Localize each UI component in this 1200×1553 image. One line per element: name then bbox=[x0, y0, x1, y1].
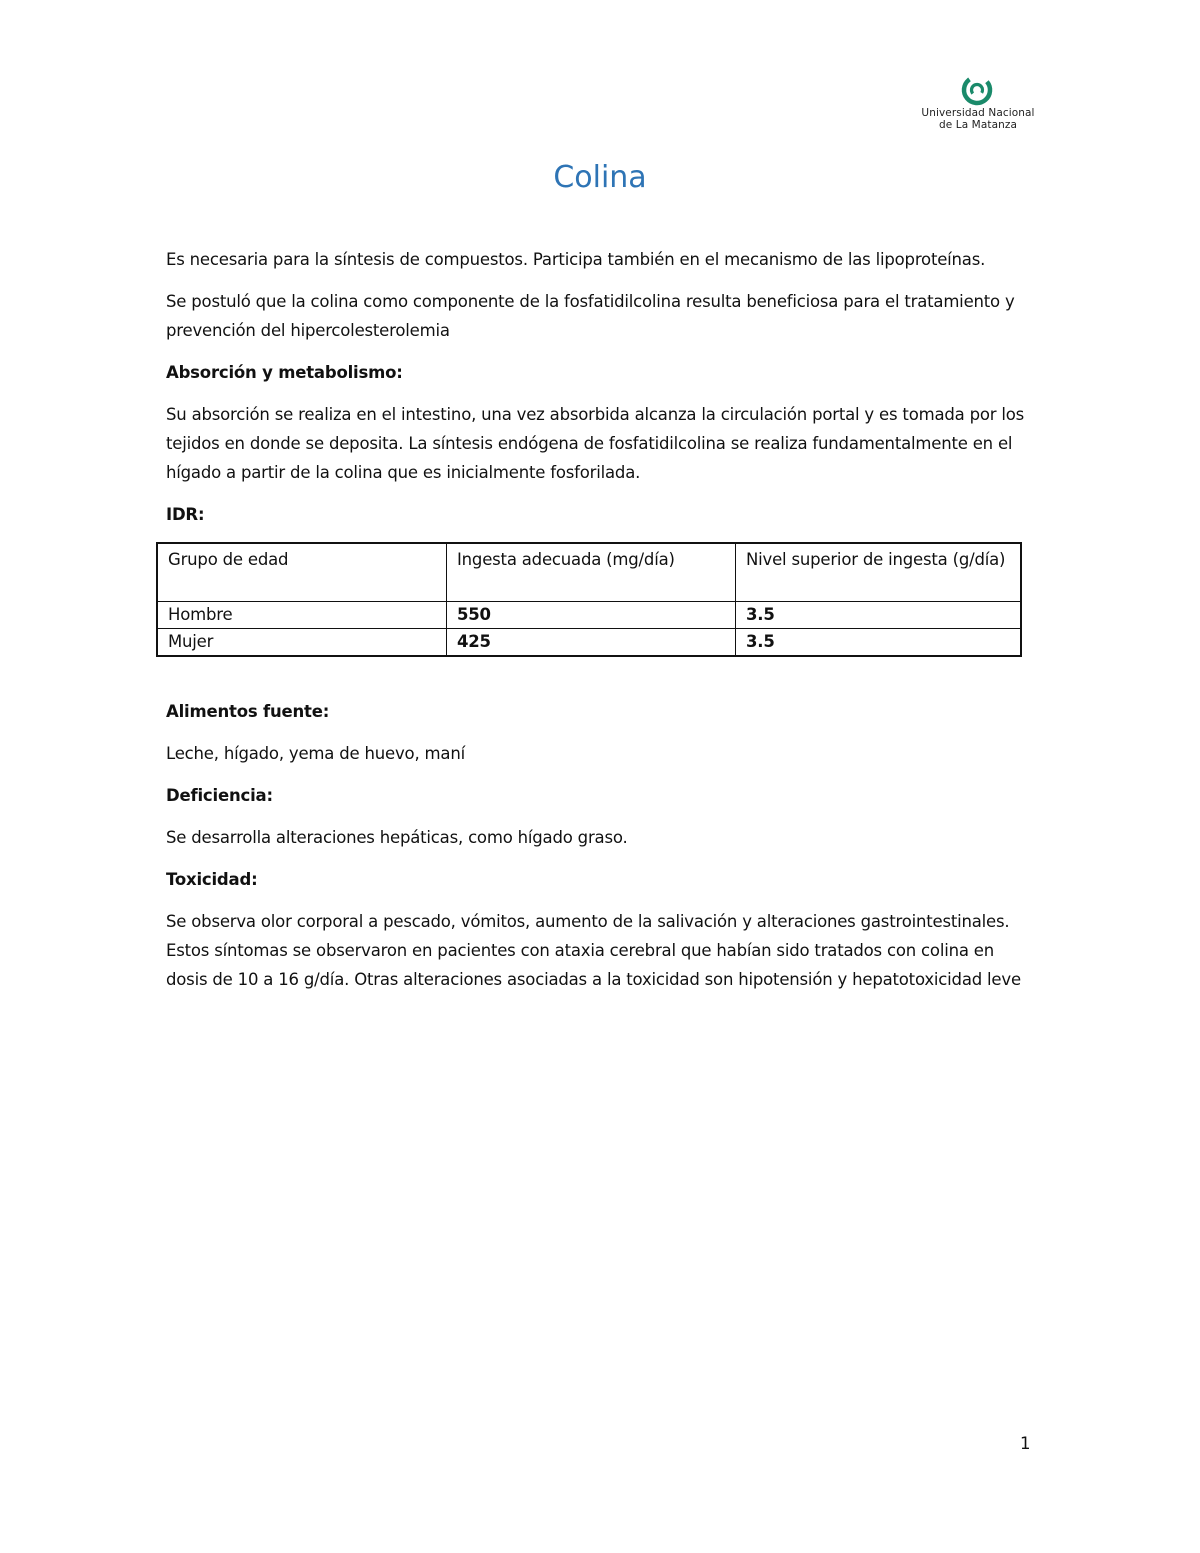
idr-heading: IDR: bbox=[166, 505, 205, 524]
page-title: Colina bbox=[553, 160, 647, 195]
idr-cell: 3.5 bbox=[736, 629, 1022, 657]
idr-cell: 3.5 bbox=[736, 602, 1022, 629]
page-number: 1 bbox=[1020, 1434, 1031, 1453]
toxicidad-paragraph: Se observa olor corporal a pescado, vómitos, aumento de la salivación y alteraciones gastrointestinales. Estos síntomas se observaron en pacientes con ataxia cerebral que habían sido tratados con colina en dosis de 10 a 16 g/día. Otras alteraciones asociadas a la toxicidad son hipotensión y hepatotoxicidad leve bbox=[166, 912, 1021, 989]
university-logo-text bbox=[918, 107, 1038, 131]
idr-cell: Mujer bbox=[157, 629, 447, 657]
university-logo-icon bbox=[961, 74, 993, 106]
university-logo-line2: de La Matanza bbox=[938, 119, 1018, 131]
idr-table-row bbox=[157, 602, 1021, 629]
idr-header-cell: Grupo de edad bbox=[157, 543, 447, 602]
idr-cell: 425 bbox=[447, 629, 736, 657]
idr-table-header-row bbox=[157, 543, 1021, 602]
university-logo bbox=[918, 74, 1038, 136]
idr-table bbox=[156, 542, 1022, 657]
idr-header-cell: Ingesta adecuada (mg/día) bbox=[447, 543, 736, 602]
idr-cell: Hombre bbox=[157, 602, 447, 629]
table-spacer bbox=[166, 657, 1026, 697]
document-body bbox=[166, 245, 1026, 1007]
toxicidad-heading: Toxicidad: bbox=[166, 870, 258, 889]
idr-cell: 550 bbox=[447, 602, 736, 629]
deficiencia-heading: Deficiencia: bbox=[166, 786, 273, 805]
absorcion-heading: Absorción y metabolismo: bbox=[166, 363, 403, 382]
alimentos-paragraph: Leche, hígado, yema de huevo, maní bbox=[166, 744, 465, 763]
intro-paragraph-2: Se postuló que la colina como componente de la fosfatidilcolina resulta beneficiosa para el tratamiento y prevención del hipercolesterolemia bbox=[166, 292, 1015, 340]
idr-table-row bbox=[157, 629, 1021, 657]
idr-header-cell: Nivel superior de ingesta (g/día) bbox=[736, 543, 1022, 602]
alimentos-heading: Alimentos fuente: bbox=[166, 702, 330, 721]
university-logo-line1: Universidad Nacional bbox=[921, 107, 1035, 119]
deficiencia-paragraph: Se desarrolla alteraciones hepáticas, como hígado graso. bbox=[166, 828, 628, 847]
absorcion-paragraph: Su absorción se realiza en el intestino, una vez absorbida alcanza la circulación portal y es tomada por los tejidos en donde se deposita. La síntesis endógena de fosfatidilcolina se realiza fundamentalmente en el hígado a partir de la colina que es inicialmente fosforilada. bbox=[166, 405, 1025, 482]
intro-paragraph-1: Es necesaria para la síntesis de compuestos. Participa también en el mecanismo de las lipoproteínas. bbox=[166, 250, 986, 269]
